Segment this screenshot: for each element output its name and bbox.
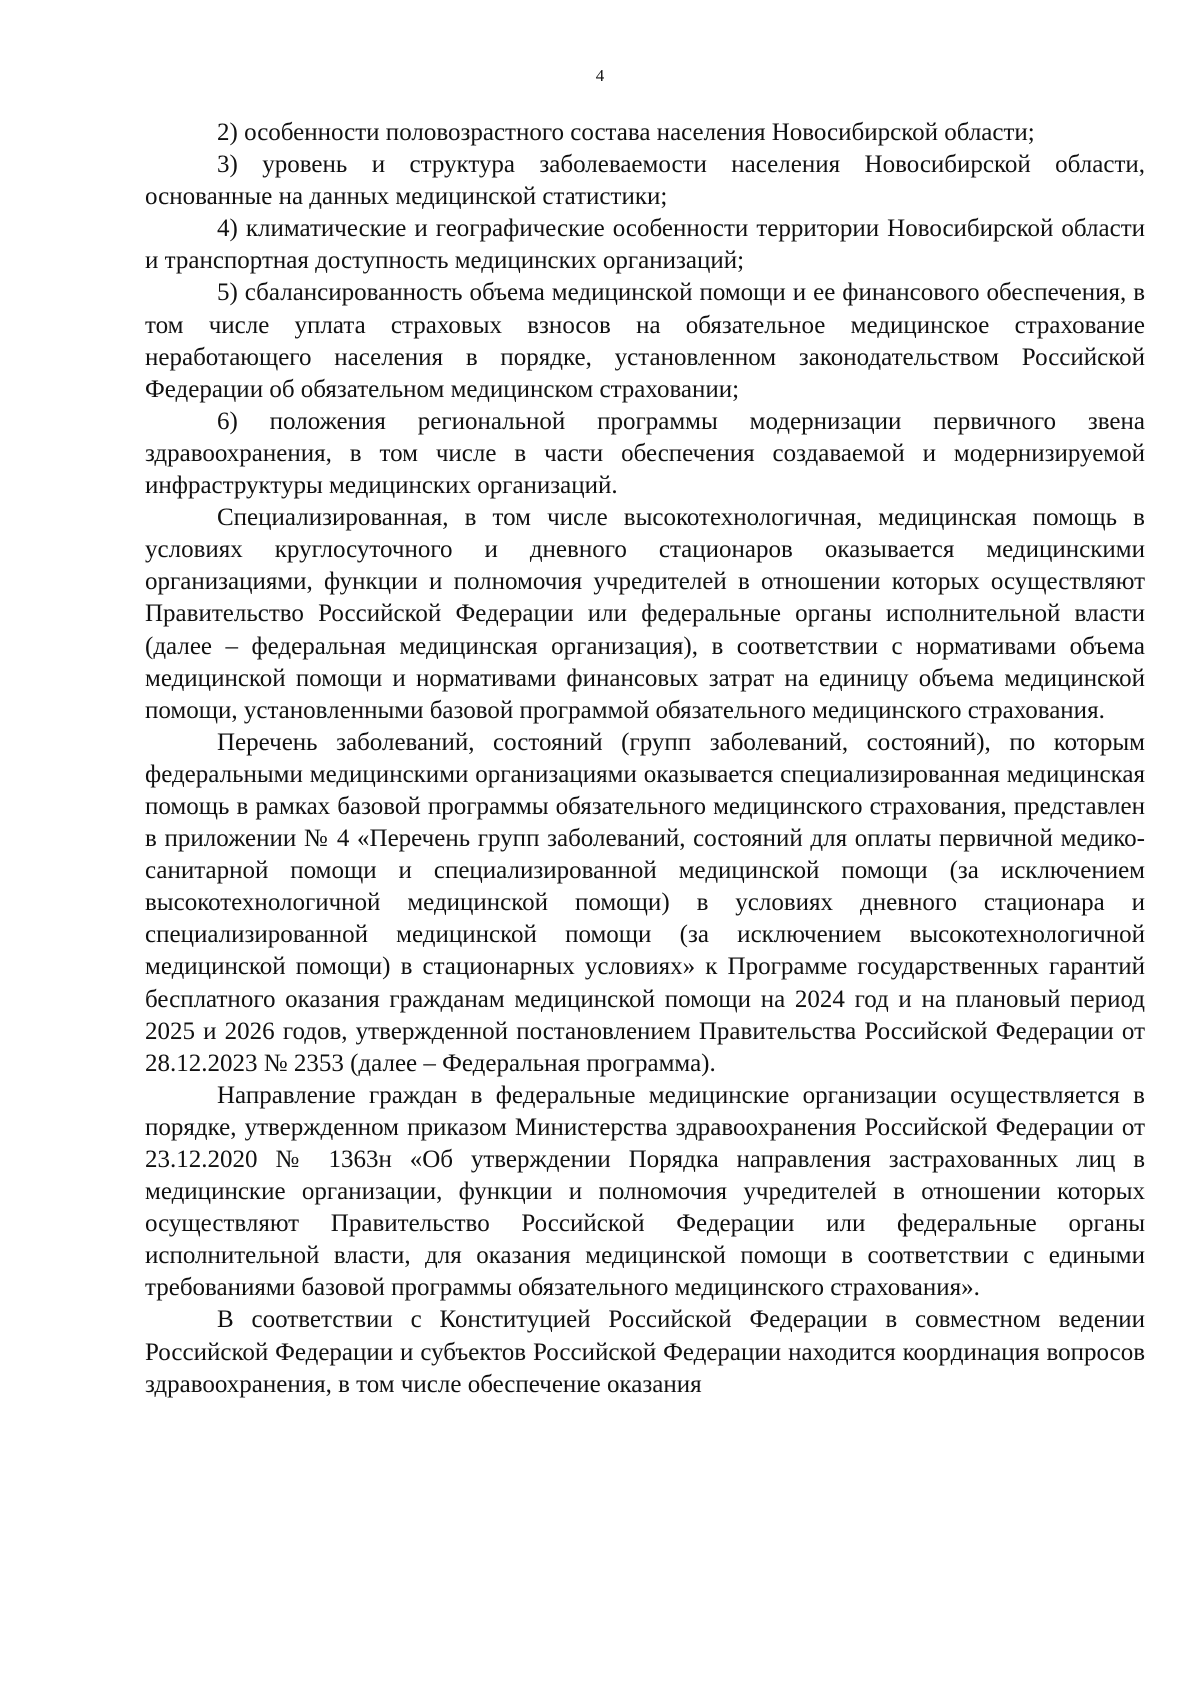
page-number: 4 bbox=[595, 66, 605, 85]
paragraph-item-4: 4) климатические и географические особенности территории Новосибирской области и транспортная доступность медицинских организаций; bbox=[145, 215, 1145, 275]
paragraph-constitution: В соответствии с Конституцией Российской Федерации в совместном ведении Российской Федерации и субъектов Российской Федерации находится координация вопросов здравоохранения, в том числе обеспечение оказания bbox=[145, 1306, 1145, 1398]
paragraph-item-5: 5) сбалансированность объема медицинской помощи и ее финансового обеспечения, в том числе уплата страховых взносов на обязательное медицинское страхование неработающего населения в порядке, установленном законодательством Российской Федерации об обязательном медицинском страховании; bbox=[145, 279, 1145, 403]
paragraph-referral: Направление граждан в федеральные медицинские организации осуществляется в порядке, утвержденном приказом Министерства здравоохранения Российской Федерации от 23.12.2020 № 1363н «Об утверждении Порядка направления застрахованных лиц в медицинские организации, функции и полномочия учредителей в отношении которых осуществляют Правительство Российской Федерации или федеральные органы исполнительной власти, для оказания медицинской помощи в соответствии с едиными требованиями базовой программы обязательного медицинского страхования». bbox=[145, 1081, 1145, 1302]
paragraph-specialized-care: Специализированная, в том числе высокотехнологичная, медицинская помощь в условиях круглосуточного и дневного стационаров оказывается медицинскими организациями, функции и полномочия учредителей в отношении которых осуществляют Правительство Российской Федерации или федеральные органы исполнительной власти (далее – федеральная медицинская организация), в соответствии с нормативами объема медицинской помощи и нормативами финансовых затрат на единицу объема медицинской помощи, установленными базовой программой обязательного медицинского страхования. bbox=[145, 504, 1145, 724]
paragraph-item-3: 3) уровень и структура заболеваемости населения Новосибирской области, основанные на данных медицинской статистики; bbox=[145, 151, 1145, 211]
document-body bbox=[145, 117, 1145, 1401]
paragraph-item-2: 2) особенности половозрастного состава населения Новосибирской области; bbox=[217, 119, 1035, 146]
paragraph-item-6: 6) положения региональной программы модернизации первичного звена здравоохранения, в том числе в части обеспечения создаваемой и модернизируемой инфраструктуры медицинских организаций. bbox=[145, 407, 1145, 500]
paragraph-disease-list: Перечень заболеваний, состояний (групп заболеваний, состояний), по которым федеральными медицинскими организациями оказывается специализированная медицинская помощь в рамках базовой программы обязательного медицинского страхования, представлен в приложении № 4 «Перечень групп заболеваний, состояний для оплаты первичной медико-санитарной помощи и специализированной медицинской помощи (за исключением высокотехнологичной медицинской помощи) в условиях дневного стационара и специализированной медицинской помощи (за исключением высокотехнологичной медицинской помощи) в стационарных условиях» к Программе государственных гарантий бесплатного оказания гражданам медицинской помощи на 2024 год и на плановый период 2025 и 2026 годов, утвержденной постановлением Правительства Российской Федерации от 28.12.2023 № 2353 (далее – Федеральная программа). bbox=[145, 728, 1145, 1077]
